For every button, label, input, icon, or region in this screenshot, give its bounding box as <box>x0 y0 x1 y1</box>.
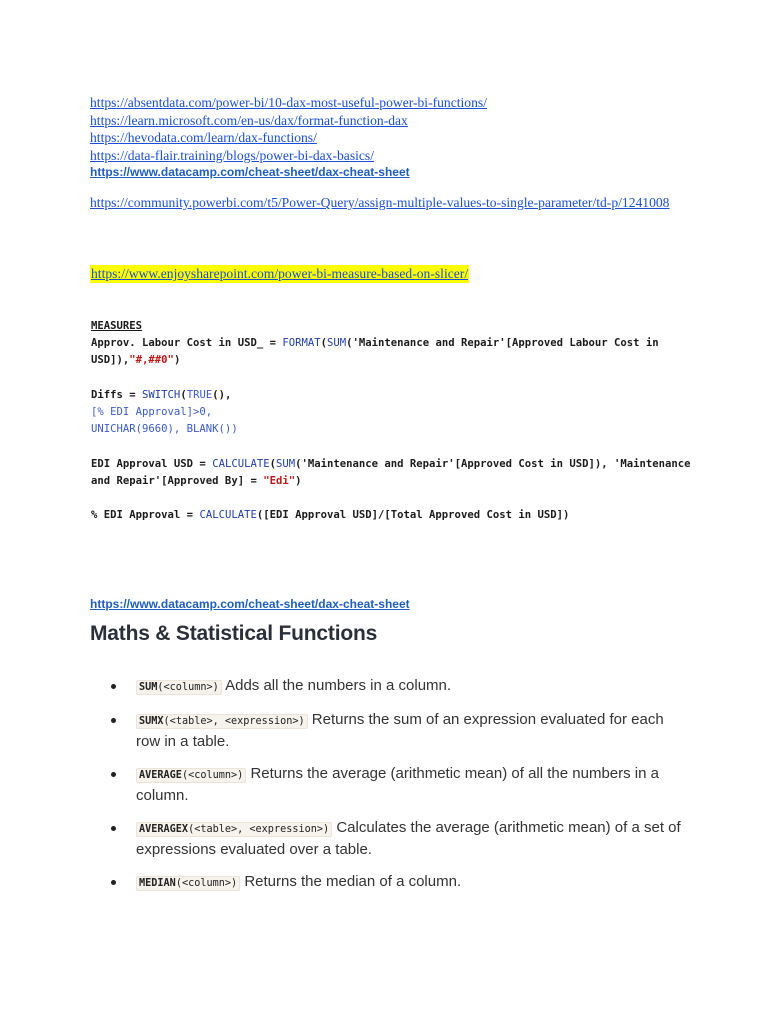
list-item <box>90 872 690 895</box>
link-datacamp[interactable]: https://www.datacamp.com/cheat-sheet/dax-cheat-sheet <box>90 165 410 179</box>
function-signature: MEDIAN(<column>) <box>136 876 240 891</box>
function-list <box>90 676 690 905</box>
function-description: Calculates the average (arithmetic mean) of a set of expressions evaluated over a table. <box>136 818 681 858</box>
code-line: Approv. Labour Cost in USD_ = FORMAT(SUM('Maintenance and Repair'[Approved Labour Cost in <box>91 337 659 350</box>
code-line: % EDI Approval = CALCULATE([EDI Approval USD]/[Total Approved Cost in USD]) <box>91 509 570 522</box>
code-line: EDI Approval USD = CALCULATE(SUM('Maintenance and Repair'[Approved Cost in USD]), 'Maintenance <box>91 457 691 470</box>
link-hevodata[interactable]: https://hevodata.com/learn/dax-functions/ <box>90 130 317 145</box>
code-line: UNICHAR(9660), BLANK()) <box>91 423 238 436</box>
code-line: [% EDI Approval]>0, <box>91 406 213 418</box>
link-microsoft-format[interactable]: https://learn.microsoft.com/en-us/dax/format-function-dax <box>90 112 408 128</box>
bullet-icon <box>111 880 116 885</box>
code-line <box>91 318 661 335</box>
section-heading: Maths & Statistical Functions <box>90 622 378 645</box>
code-line: Diffs = SWITCH(TRUE(), <box>91 388 232 401</box>
link-enjoysharepoint-highlighted[interactable]: https://www.enjoysharepoint.com/power-bi-measure-based-on-slicer/ <box>91 266 469 281</box>
function-description: Returns the median of a column. <box>244 872 462 890</box>
measures-code-block <box>91 318 691 524</box>
function-description: Returns the sum of an expression evaluated for each row in a table. <box>136 710 664 750</box>
link-data-flair[interactable]: https://data-flair.training/blogs/power-bi-dax-basics/ <box>90 147 374 163</box>
link-community-powerbi[interactable]: https://community.powerbi.com/t5/Power-Query/assign-multiple-values-to-single-parameter/td-p/1241008 <box>90 195 670 210</box>
bullet-icon <box>111 772 116 777</box>
code-line: USD]),"#,##0") <box>91 354 181 367</box>
function-description: Adds all the numbers in a column. <box>225 677 452 694</box>
reference-links <box>90 94 487 181</box>
measures-label: MEASURES <box>91 320 143 332</box>
list-item <box>90 764 690 807</box>
function-signature: AVERAGEX(<table>, <expression>) <box>136 822 332 837</box>
bullet-icon <box>111 684 116 689</box>
link-datacamp-cheat-sheet[interactable]: https://www.datacamp.com/cheat-sheet/dax-cheat-sheet <box>90 597 410 611</box>
code-line: and Repair'[Approved By] = "Edi") <box>91 474 302 487</box>
function-description: Returns the average (arithmetic mean) of all the numbers in a column. <box>136 764 659 804</box>
bullet-icon <box>111 718 116 723</box>
list-item <box>90 676 690 699</box>
list-item <box>90 818 690 861</box>
list-item <box>90 710 690 753</box>
function-signature: SUMX(<table>, <expression>) <box>136 714 308 729</box>
bullet-icon <box>111 826 116 831</box>
link-absentdata[interactable]: https://absentdata.com/power-bi/10-dax-most-useful-power-bi-functions/ <box>90 95 487 110</box>
function-signature: SUM(<column>) <box>136 680 222 695</box>
function-signature: AVERAGE(<column>) <box>136 768 246 783</box>
